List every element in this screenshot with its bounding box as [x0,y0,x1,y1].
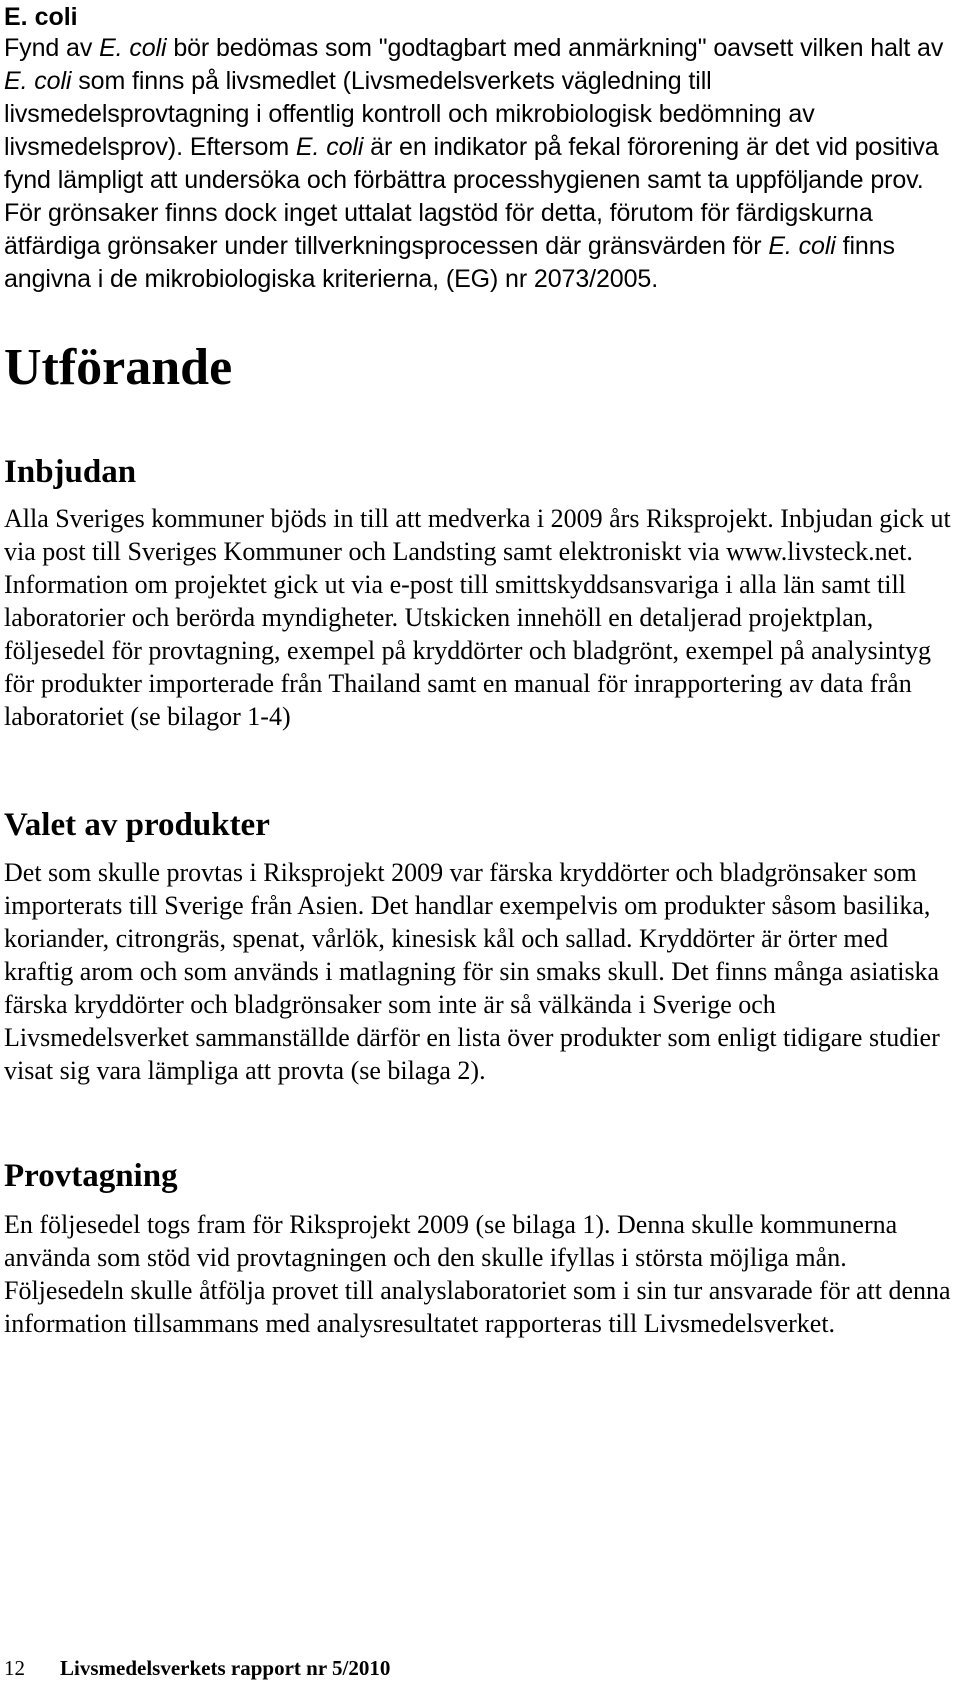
ecoli-italic-2: E. coli [4,67,72,95]
provtagning-paragraph: En följesedel togs fram för Riksprojekt 2009 (se bilaga 1). Denna skulle kommunerna använda som stöd vid provtagningen och den skulle ifyllas i största möjliga mån. Följesedeln skulle åtfölja provet till analyslaboratoriet som i sin tur ansvarade för att denna information tillsammans med analysresultatet rapporteras till Livsmedelsverket. [4,1210,951,1338]
ecoli-text-5: finns angivna i de mikrobiologiska kriterierna, (EG) nr 2073/2005. [4,232,895,293]
report-title: Livsmedelsverkets rapport nr 5/2010 [60,1656,391,1680]
ecoli-italic-4: E. coli [768,232,836,260]
ecoli-text-4: är en indikator på fekal förorening är det vid positiva fynd lämpligt att undersöka och förbättra processhygienen samt ta uppföljande prov. För grönsaker finns dock inget uttalat lagstöd för detta, förutom för färdigskurna ätfärdiga grönsaker under tillverkningsprocessen där gränsvärden för [4,133,939,260]
ecoli-paragraph [4,32,954,296]
ecoli-text-2: bör bedömas som "godtagbart med anmärkning" oavsett vilken halt av [166,34,944,62]
ecoli-italic-3: E. coli [295,133,364,161]
inbjudan-heading: Inbjudan [4,454,137,490]
valet-paragraph: Det som skulle provtas i Riksprojekt 2009 var färska kryddörter och bladgrönsaker som importerats till Sverige från Asien. Det handlar exempelvis om produkter såsom basilika, koriander, citrongräs, spenat, vårlök, kinesisk kål och sallad. Kryddörter är örter med kraftig arom och som används i matlagning för sin smaks skull. Det finns många asiatiska färska kryddörter och bladgrönsaker som inte är så välkända i Sverige och Livsmedelsverket sammanställde därför en lista över produkter som enligt tidigare studier visat sig vara lämpliga att provta (se bilaga 2). [4,858,940,1085]
ecoli-italic-1: E. coli [99,34,167,62]
ecoli-heading: E. coli [4,3,78,31]
page-footer [4,1655,390,1681]
inbjudan-paragraph: Alla Sveriges kommuner bjöds in till att medverka i 2009 års Riksprojekt. Inbjudan gick ut via post till Sveriges Kommuner och Landsting samt elektroniskt via www.livsteck.net. Information om projektet gick ut via e-post till smittskyddsansvariga i alla län samt till laboratorier och berörda myndigheter. Utskicken innehöll en detaljerad projektplan, följesedel för provtagning, exempel på kryddörter och bladgrönt, exempel på analysintyg för produkter importerade från Thailand samt en manual för inrapportering av data från laboratoriet (se bilagor 1-4) [4,504,951,731]
provtagning-heading: Provtagning [4,1158,178,1194]
utforande-heading: Utförande [4,339,233,396]
page-number: 12 [4,1656,25,1680]
valet-heading: Valet av produkter [4,807,270,843]
ecoli-text-3: som finns på livsmedlet (Livsmedelsverkets vägledning till livsmedelsprovtagning i offentlig kontroll och mikrobiologisk bedömning av livsmedelsprov). Eftersom [4,67,815,161]
ecoli-text-1: Fynd av [4,34,100,62]
